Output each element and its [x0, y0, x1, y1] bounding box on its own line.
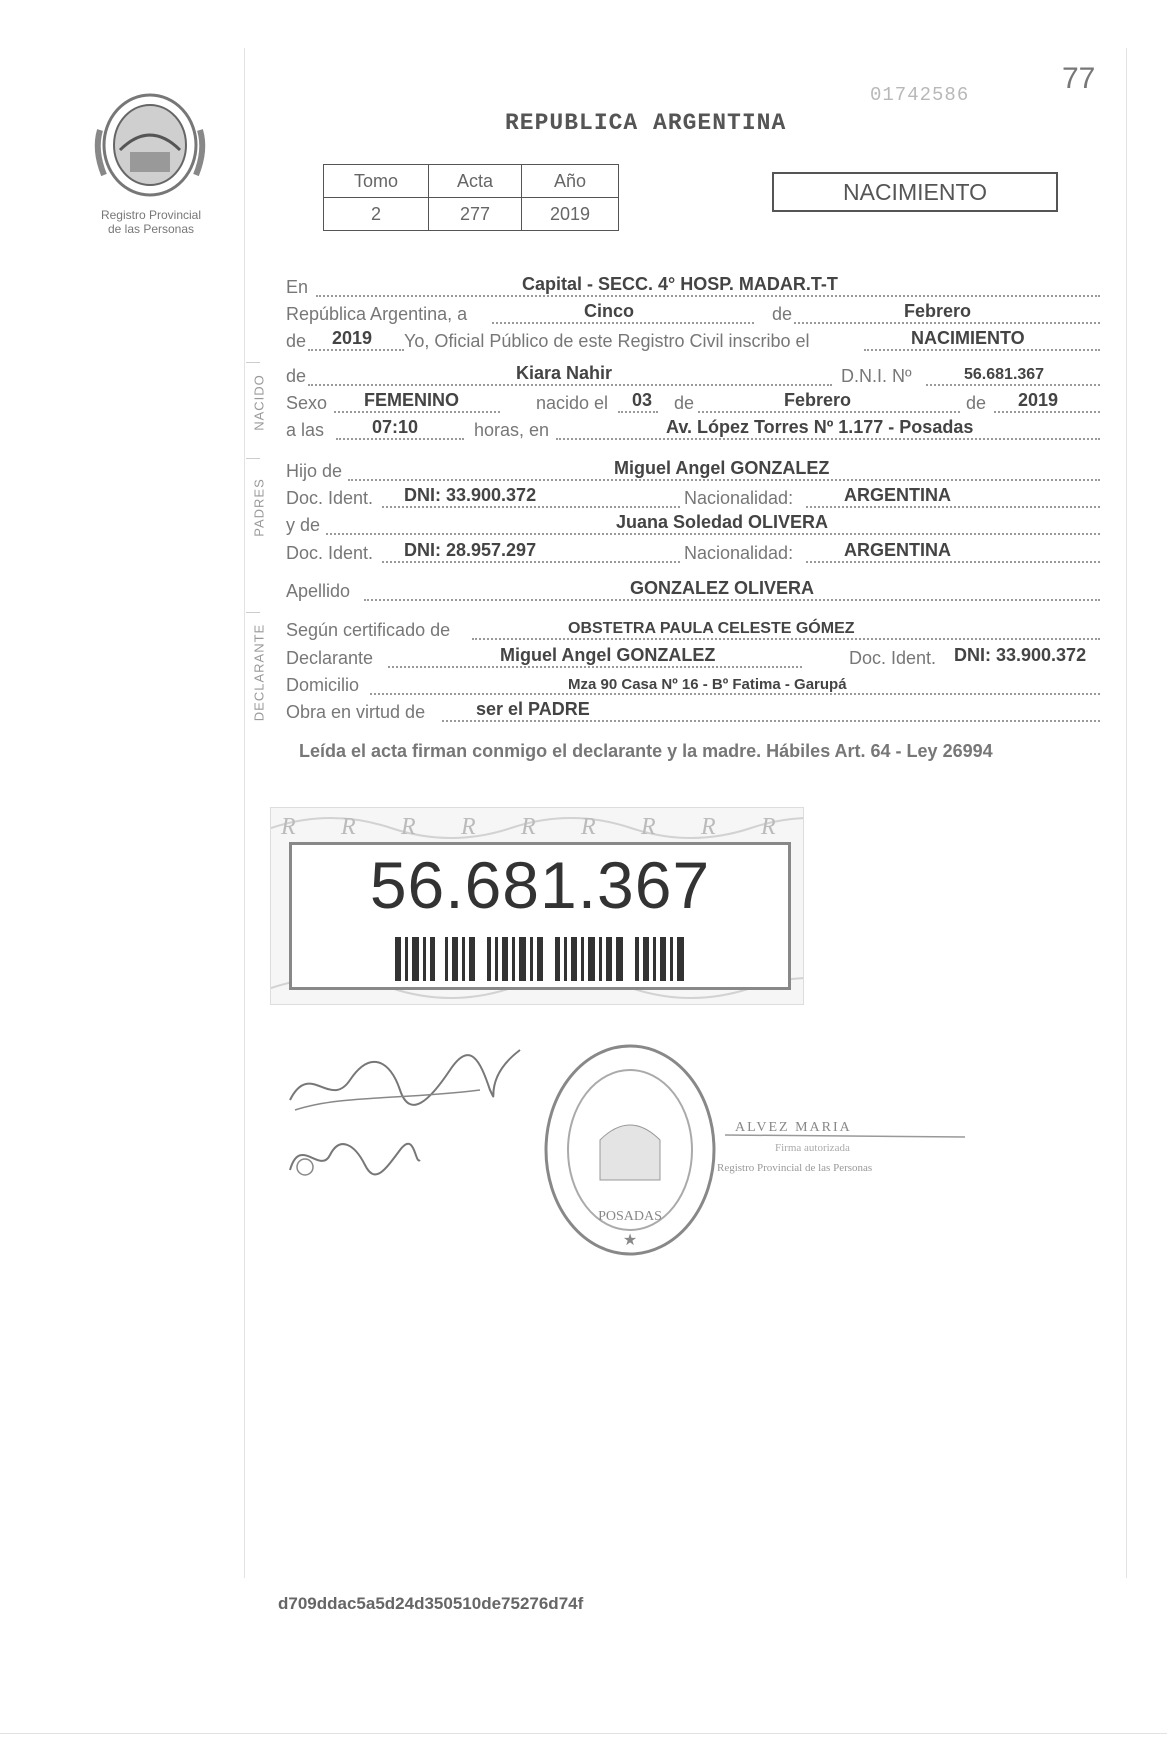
- dotted-line: [388, 666, 802, 668]
- record-value-acta: 277: [429, 198, 522, 231]
- dotted-line: [806, 506, 1100, 508]
- side-label-nacido: NACIDO: [251, 374, 267, 431]
- divider: [246, 612, 260, 613]
- side-label-padres: PADRES: [251, 478, 267, 537]
- dotted-line: [618, 411, 658, 413]
- label-sexo: Sexo: [286, 393, 328, 413]
- label-doc-ident: Doc. Ident.: [286, 488, 374, 508]
- value-nombre: Kiara Nahir: [516, 363, 613, 383]
- row-madre-doc: [286, 540, 1100, 566]
- svg-text:R: R: [281, 814, 296, 840]
- side-label-declarante: DECLARANTE: [251, 623, 267, 722]
- record-table: [323, 164, 619, 231]
- svg-text:★: ★: [622, 1232, 638, 1249]
- label-dni-no: D.N.I. Nº: [841, 366, 912, 386]
- dni-stamp-number: 56.681.367: [369, 848, 711, 922]
- record-header-tomo: Tomo: [324, 165, 429, 198]
- dni-panel: [289, 842, 791, 990]
- record-header-anio: Año: [522, 165, 619, 198]
- value-declarante: Miguel Angel GONZALEZ: [500, 645, 716, 665]
- value-padre-doc: DNI: 33.900.372: [404, 485, 537, 505]
- svg-text:R: R: [341, 814, 356, 840]
- row-certificado: [286, 617, 1100, 643]
- value-tipo: NACIMIENTO: [911, 328, 1025, 348]
- barcode-icon: [395, 937, 685, 981]
- label-declarante: Declarante: [286, 648, 374, 668]
- row-inscripcion: [286, 328, 1100, 354]
- row-padre-doc: [286, 485, 1100, 511]
- row-declarante: [286, 645, 1100, 671]
- svg-text:R: R: [581, 814, 596, 840]
- dotted-line: [698, 411, 960, 413]
- value-padre-nacionalidad: ARGENTINA: [844, 485, 951, 505]
- bottom-edge-line: [0, 1733, 1167, 1734]
- value-declarante-doc: DNI: 33.900.372: [954, 645, 1087, 665]
- dotted-line: [926, 384, 1100, 386]
- value-apellido: GONZALEZ OLIVERA: [630, 578, 814, 598]
- dotted-line: [370, 693, 1100, 695]
- dotted-line: [308, 384, 832, 386]
- value-sexo: FEMENINO: [364, 390, 460, 410]
- page-number: 77: [1062, 62, 1096, 95]
- label-de: de: [286, 366, 307, 386]
- value-lugar-nacimiento: Av. López Torres Nº 1.177 - Posadas: [666, 417, 974, 437]
- document-type-box: NACIMIENTO: [772, 172, 1058, 212]
- row-lugar: [286, 274, 1100, 300]
- row-padre: [286, 458, 1100, 484]
- value-domicilio: Mza 90 Casa Nº 16 - Bº Fatima - Garupá: [568, 676, 847, 693]
- left-margin-line: [244, 48, 245, 1578]
- value-lugar: Capital - SECC. 4° HOSP. MADAR.T-T: [522, 274, 838, 294]
- label-de: de: [286, 331, 307, 351]
- value-certificado: OBSTETRA PAULA CELESTE GÓMEZ: [568, 620, 855, 637]
- row-apellido: [286, 578, 1100, 604]
- dotted-line: [442, 720, 1100, 722]
- dotted-line: [308, 349, 404, 351]
- dotted-line: [382, 561, 680, 563]
- document-hash: d709ddac5a5d24d350510de75276d74f: [278, 1594, 584, 1613]
- value-hora: 07:10: [372, 417, 419, 437]
- row-madre: [286, 512, 1100, 538]
- row-hora-lugar: [286, 417, 1100, 443]
- label-nacido-el: nacido el: [536, 393, 609, 413]
- value-mes-nacimiento: Febrero: [784, 390, 852, 410]
- registry-caption-line2: de las Personas: [107, 222, 195, 236]
- label-nacionalidad: Nacionalidad:: [684, 543, 794, 563]
- dotted-line: [994, 411, 1100, 413]
- dotted-line: [806, 561, 1100, 563]
- dni-stamp: [270, 807, 804, 1005]
- label-doc-ident: Doc. Ident.: [286, 543, 374, 563]
- dotted-line: [348, 479, 1100, 481]
- label-domicilio: Domicilio: [286, 675, 360, 695]
- label-yo-oficial: Yo, Oficial Público de este Registro Civil inscribo el: [404, 331, 810, 351]
- registry-caption: [88, 208, 214, 236]
- dotted-line: [334, 411, 500, 413]
- dotted-line: [316, 295, 1100, 297]
- label-de: de: [966, 393, 987, 413]
- label-apellido: Apellido: [286, 581, 351, 601]
- svg-text:R: R: [701, 814, 716, 840]
- coat-of-arms-icon: [90, 90, 210, 200]
- label-doc-ident: Doc. Ident.: [849, 648, 937, 668]
- value-mes-inscripcion: Febrero: [904, 301, 972, 321]
- svg-text:Registro Provincial de las Per: Registro Provincial de las Personas: [717, 1162, 873, 1174]
- value-padre: Miguel Angel GONZALEZ: [614, 458, 830, 478]
- label-de: de: [772, 304, 793, 324]
- value-madre-doc: DNI: 28.957.297: [404, 540, 537, 560]
- serial-number: 01742586: [870, 84, 970, 106]
- signature-madre: [285, 1125, 425, 1185]
- signature-declarante: [280, 1040, 530, 1130]
- label-a-las: a las: [286, 420, 325, 440]
- label-de: de: [674, 393, 695, 413]
- record-header-acta: Acta: [429, 165, 522, 198]
- row-domicilio: [286, 672, 1100, 698]
- svg-text:Firma autorizada: Firma autorizada: [775, 1142, 850, 1154]
- dotted-line: [492, 322, 754, 324]
- row-obra-virtud: [286, 699, 1100, 725]
- svg-text:R: R: [401, 814, 416, 840]
- svg-text:R: R: [761, 814, 776, 840]
- record-table-header-row: [324, 165, 619, 198]
- label-republica: República Argentina, a: [286, 304, 468, 324]
- label-segun-certificado: Según certificado de: [286, 620, 451, 640]
- value-madre-nacionalidad: ARGENTINA: [844, 540, 951, 560]
- record-value-tomo: 2: [324, 198, 429, 231]
- record-value-anio: 2019: [522, 198, 619, 231]
- value-anio-inscripcion: 2019: [332, 328, 373, 348]
- value-dia-letras: Cinco: [584, 301, 635, 321]
- right-margin-line: [1126, 48, 1127, 1578]
- document-title: REPUBLICA ARGENTINA: [505, 110, 787, 136]
- label-obra-en-virtud: Obra en virtud de: [286, 702, 426, 722]
- divider: [246, 458, 260, 459]
- label-horas-en: horas, en: [474, 420, 550, 440]
- value-madre: Juana Soledad OLIVERA: [616, 512, 829, 532]
- value-dni: 56.681.367: [964, 366, 1045, 383]
- dotted-line: [794, 322, 1100, 324]
- divider: [246, 362, 260, 363]
- official-seal-icon: [540, 1040, 720, 1260]
- svg-text:R: R: [521, 814, 536, 840]
- svg-text:ALVEZ MARIA: ALVEZ MARIA: [735, 1120, 852, 1135]
- svg-text:POSADAS: POSADAS: [598, 1209, 662, 1224]
- dotted-line: [472, 638, 1100, 640]
- closing-statement: Leída el acta firman conmigo el declarante y la madre. Hábiles Art. 64 - Ley 26994: [299, 741, 993, 761]
- label-y-de: y de: [286, 515, 321, 535]
- label-hijo-de: Hijo de: [286, 461, 343, 481]
- dotted-line: [556, 438, 1100, 440]
- dotted-line: [382, 506, 680, 508]
- dotted-line: [336, 438, 464, 440]
- label-en: En: [286, 277, 309, 297]
- dotted-line: [864, 349, 1100, 351]
- label-nacionalidad: Nacionalidad:: [684, 488, 794, 508]
- row-fecha-inscripcion: [286, 301, 1100, 327]
- value-anio-nacimiento: 2019: [1018, 390, 1059, 410]
- official-name-stamp: [715, 1115, 975, 1185]
- registry-caption-line1: Registro Provincial: [100, 208, 202, 222]
- svg-text:R: R: [641, 814, 656, 840]
- row-sexo-nacimiento: [286, 390, 1100, 416]
- dotted-line: [326, 533, 1100, 535]
- record-table-value-row: [324, 198, 619, 231]
- row-nombre: [286, 363, 1100, 389]
- svg-text:R: R: [461, 814, 476, 840]
- value-obra-en-virtud: ser el PADRE: [476, 699, 590, 719]
- dotted-line: [364, 599, 1100, 601]
- value-dia-nacimiento: 03: [632, 390, 653, 410]
